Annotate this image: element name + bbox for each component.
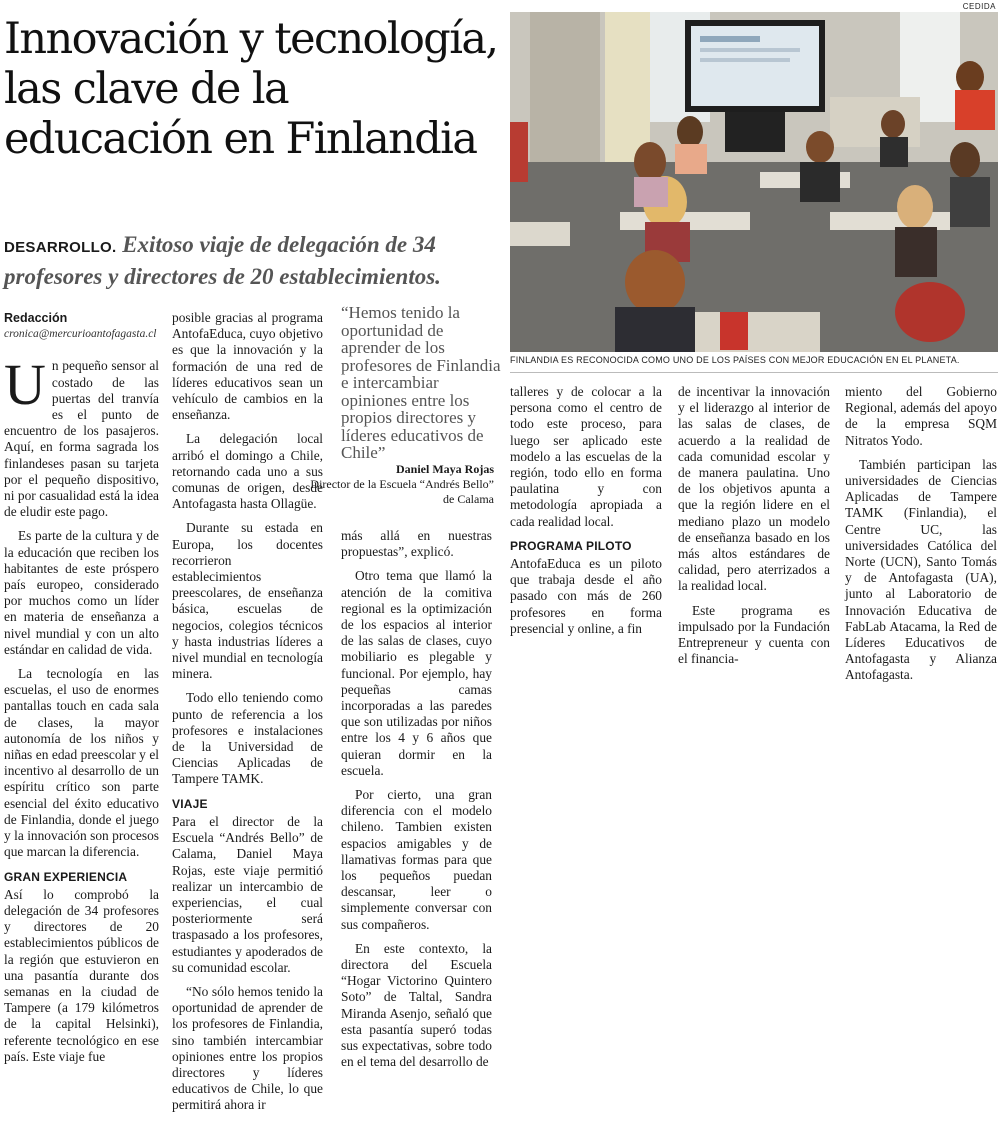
section-heading: GRAN EXPERIENCIA: [4, 869, 128, 884]
caption-divider: [510, 372, 998, 373]
column-2: [172, 310, 323, 1122]
pull-quote-attribution: [300, 462, 494, 507]
photo-credit: CEDIDA: [962, 2, 996, 11]
column-4: [510, 384, 662, 645]
byline-name: Redacción: [4, 311, 68, 325]
kicker: DESARROLLO.: [4, 239, 117, 256]
paragraph: La tecnología en las escuelas, el uso de enormes pantallas touch en cada sala de clases, la mayor autonomía de los niños y niñas en edad preescolar y el incentivo al desarrollo de un espíritu crítico son parte esencial del éxito educativo de Finlandia, donde el juego y la innovación son procesos que marcan la diferencia.: [4, 666, 159, 860]
paragraph: Todo ello teniendo como punto de referencia a los profesores e instalaciones de la Universidad de Ciencias Aplicadas de Tampere TAMK.: [172, 690, 323, 787]
paragraph: posible gracias al programa AntofaEduca, cuyo objetivo es que la innovación y la formación de una red de líderes educativos sean un vehículo de cambios en la enseñanza.: [172, 310, 323, 423]
photo-caption: FINLANDIA ES RECONOCIDA COMO UNO DE LOS PAÍSES CON MEJOR EDUCACIÓN EN EL PLANETA.: [510, 355, 960, 365]
paragraph: Durante su estada en Europa, los docentes recorrieron establecimientos preescolares, de enseñanza básica, escuelas de negocios, colegios técnicos y hasta industrias líderes a nivel mundial en tecnología minera.: [172, 520, 323, 682]
paragraph: Este programa es impulsado por la Fundación Entrepreneur y cuenta con el financia-: [678, 602, 830, 667]
paragraph: AntofaEduca es un piloto que trabaja desde el año pasado con más de 260 profesores en forma presencial y online, a fin: [510, 556, 662, 636]
paragraph: En este contexto, la directora del Escuela “Hogar Victorino Quintero Soto” de Taltal, Sandra Miranda Asenjo, señaló que esta pasantía superó todas sus expectativas, sobre todo en el tema del desarrollo de: [341, 940, 492, 1070]
byline-email: cronica@mercurioantofagasta.cl: [4, 328, 157, 341]
paragraph: de incentivar la innovación y el liderazgo al interior de las salas de clases, de acuerdo a la realidad de cada comunidad escolar y de manera paulatina. Uno de los objetivos apunta a que la región lidere en el mediano plazo un modelo de enseñanza basado en los más altos estándares de calidad, pero aterrizados a la realidad local.: [678, 384, 830, 594]
paragraph-text: n pequeño sensor al costado de las puertas del tranvía es el punto de encuentro de los pasajeros. Aquí, en forma sagrada los finlandeses pasan su tarjeta por el pequeño dispositivo, ni por casualidad está la idea de eludir este pago.: [4, 358, 159, 520]
paragraph: Para el director de la Escuela “Andrés Bello” de Calama, Daniel Maya Rojas, este viaje permitió realizar un intercambio de experiencias, el cual posteriormente será traspasado a los profesores, estudiantes y apoderados de su comunidad escolar.: [172, 813, 323, 975]
column-3: [341, 528, 492, 1079]
paragraph: Así lo comprobó la delegación de 34 profesores y directores de 20 establecimientos públicos de la región que estuvieron en una pasantía durante dos semanas en la ciudad de Tampere (a 179 kilómetros de la capital Helsinki), referente tecnológico en ese país. Este viaje fue: [4, 886, 159, 1064]
column-6: [845, 384, 997, 692]
column-1: [4, 310, 159, 1073]
pull-quote-author: Daniel Maya Rojas: [396, 462, 494, 476]
section-heading: PROGRAMA PILOTO: [510, 538, 632, 553]
subheadline: Exitoso viaje de delegación de 34 profesores y directores de 20 establecimientos.: [4, 232, 441, 289]
paragraph: Es parte de la cultura y de la educación que reciben los habitantes de este próspero país europeo, considerado por muchos como un líder en materia de enseñanza a nivel mundial y con un alto estándar en calidad de vida.: [4, 528, 159, 657]
headline: Innovación y tecnología, las clave de la educación en Finlandia: [4, 14, 498, 164]
section-heading: VIAJE: [172, 796, 208, 811]
column-5: [678, 384, 830, 675]
dropcap: U: [4, 352, 46, 418]
paragraph: La delegación local arribó el domingo a Chile, retornando cada uno a sus comunas de origen, desde Antofagasta hasta Ollagüe.: [172, 431, 323, 512]
article-lead-paragraph: [4, 352, 159, 520]
paragraph: “No sólo hemos tenido la oportunidad de aprender de los profesores de Finlandia, sino también intercambiar opiniones entre los propios directores y líderes educativos de Chile, lo que permitirá ahora ir: [172, 983, 323, 1113]
paragraph: talleres y de colocar a la persona como el centro de todo este proceso, para luego ser aplicado este modelo a las escuelas de la región, todo ello en forma paulatina y con metodología apropiada a cada realidad local.: [510, 384, 662, 529]
paragraph: Otro tema que llamó la atención de la comitiva regional es la optimización de los espacios al interior de las salas de clases, cuyo mobiliario es plegable y funcional. Por ejemplo, hay pequeñas camas incorporadas a las paredes que son utilizadas por niños entre los 4 y 6 años que quieran dormir en la escuela.: [341, 568, 492, 778]
classroom-photo-illustration: [510, 12, 998, 352]
paragraph: También participan las universidades de Ciencias Aplicadas de Tampere TAMK (Finlandia), el Centre UC, las universidades Católica del Norte (UCN), Santo Tomás y de Antofagasta (UA), junto al Laboratorio de Innovación Educativa de FabLab Atacama, la Red de Líderes Educativos de Antofagasta y Alianza Antofagasta.: [845, 456, 997, 683]
paragraph: miento del Gobierno Regional, además del apoyo de la empresa SQM Nitratos Yodo.: [845, 384, 997, 448]
pull-quote: “Hemos tenido la oportunidad de aprender de los profesores de Finlandia e intercambiar opiniones entre los propios directores y líderes educativos de Chile”: [341, 303, 501, 462]
classroom-photo: [510, 12, 998, 352]
paragraph: más allá en nuestras propuestas”, explicó.: [341, 528, 492, 560]
paragraph: Por cierto, una gran diferencia con el modelo chileno. Tambien existen espacios amigables y de llamativas formas para que los pequeños puedan descansar, leer o simplemente conversar con sus compañeros.: [341, 787, 492, 932]
subheadline-block: [4, 230, 500, 291]
pull-quote-role: Director de la Escuela “Andrés Bello” de Calama: [310, 477, 494, 506]
